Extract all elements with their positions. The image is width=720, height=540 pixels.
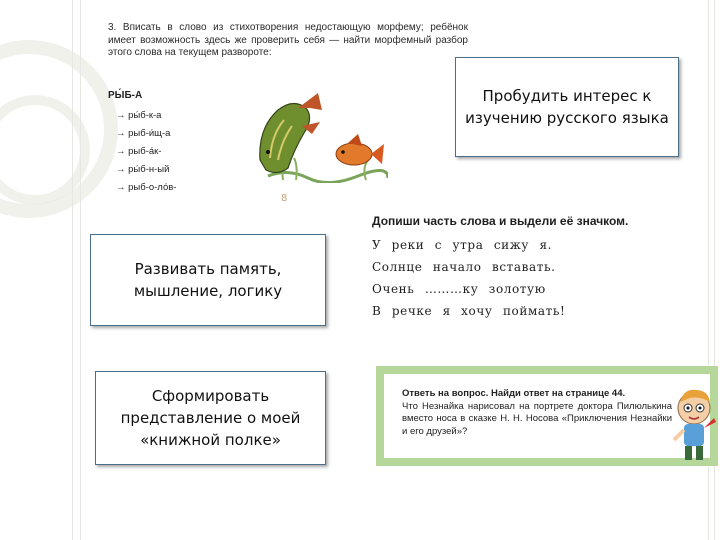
decor-line — [72, 0, 73, 540]
fill-in-task — [372, 214, 702, 322]
decor-line — [80, 0, 81, 540]
poem-line: Очень ………ку золотую — [372, 282, 546, 296]
fish-illustration-icon — [248, 88, 388, 183]
task-3-text: 3. Вписать в слово из стихотворения недостающую морфему; ребёнок имеет возможность здесь же проверить себя — найти морфемный разбор этого слова на текущем развороте: — [108, 22, 468, 58]
word-list-item: → рыб-а́к- — [116, 146, 162, 157]
poem-line: В речке я хочу поймать! — [372, 304, 566, 318]
poem-line: Солнце начало вставать. — [372, 260, 556, 274]
question-text-block — [402, 388, 672, 438]
word-root-head: РЫ́Б-А — [108, 90, 143, 101]
task-3-text-block — [108, 22, 468, 60]
question-frame — [376, 366, 718, 466]
page-number: 8 — [281, 193, 288, 204]
boy-illustration-icon — [670, 384, 718, 464]
goal-box-shelf — [95, 371, 326, 465]
goal-text: Развивать память, мышление, логику — [133, 260, 283, 300]
word-morpheme-list — [116, 107, 176, 197]
goal-box-memory — [90, 234, 326, 326]
fill-task-title: Допиши часть слова и выдели её значком. — [372, 214, 629, 228]
question-title: Ответь на вопрос. Найди ответ на странице 44. — [402, 388, 626, 399]
poem-line: У реки с утра сижу я. — [372, 238, 553, 252]
question-card — [384, 374, 710, 458]
goal-text: Пробудить интерес к изучению русского языка — [465, 87, 669, 127]
question-body: Что Незнайка нарисовал на портрете доктора Пилюлькина вместо носа в сказке Н. Н. Носова «Приключения Незнайки и его друзей»? — [402, 400, 672, 437]
goal-text: Сформировать представление о моей «книжной полке» — [120, 387, 301, 449]
word-list-item: → ры́б-к-а — [116, 110, 162, 121]
goal-box-interest — [455, 57, 679, 157]
word-list-item: → рыб-о-ло́в- — [116, 182, 177, 193]
word-list-item: → ры́б-н-ый — [116, 164, 170, 175]
word-list-item: → рыб-и́щ-а — [116, 128, 171, 139]
